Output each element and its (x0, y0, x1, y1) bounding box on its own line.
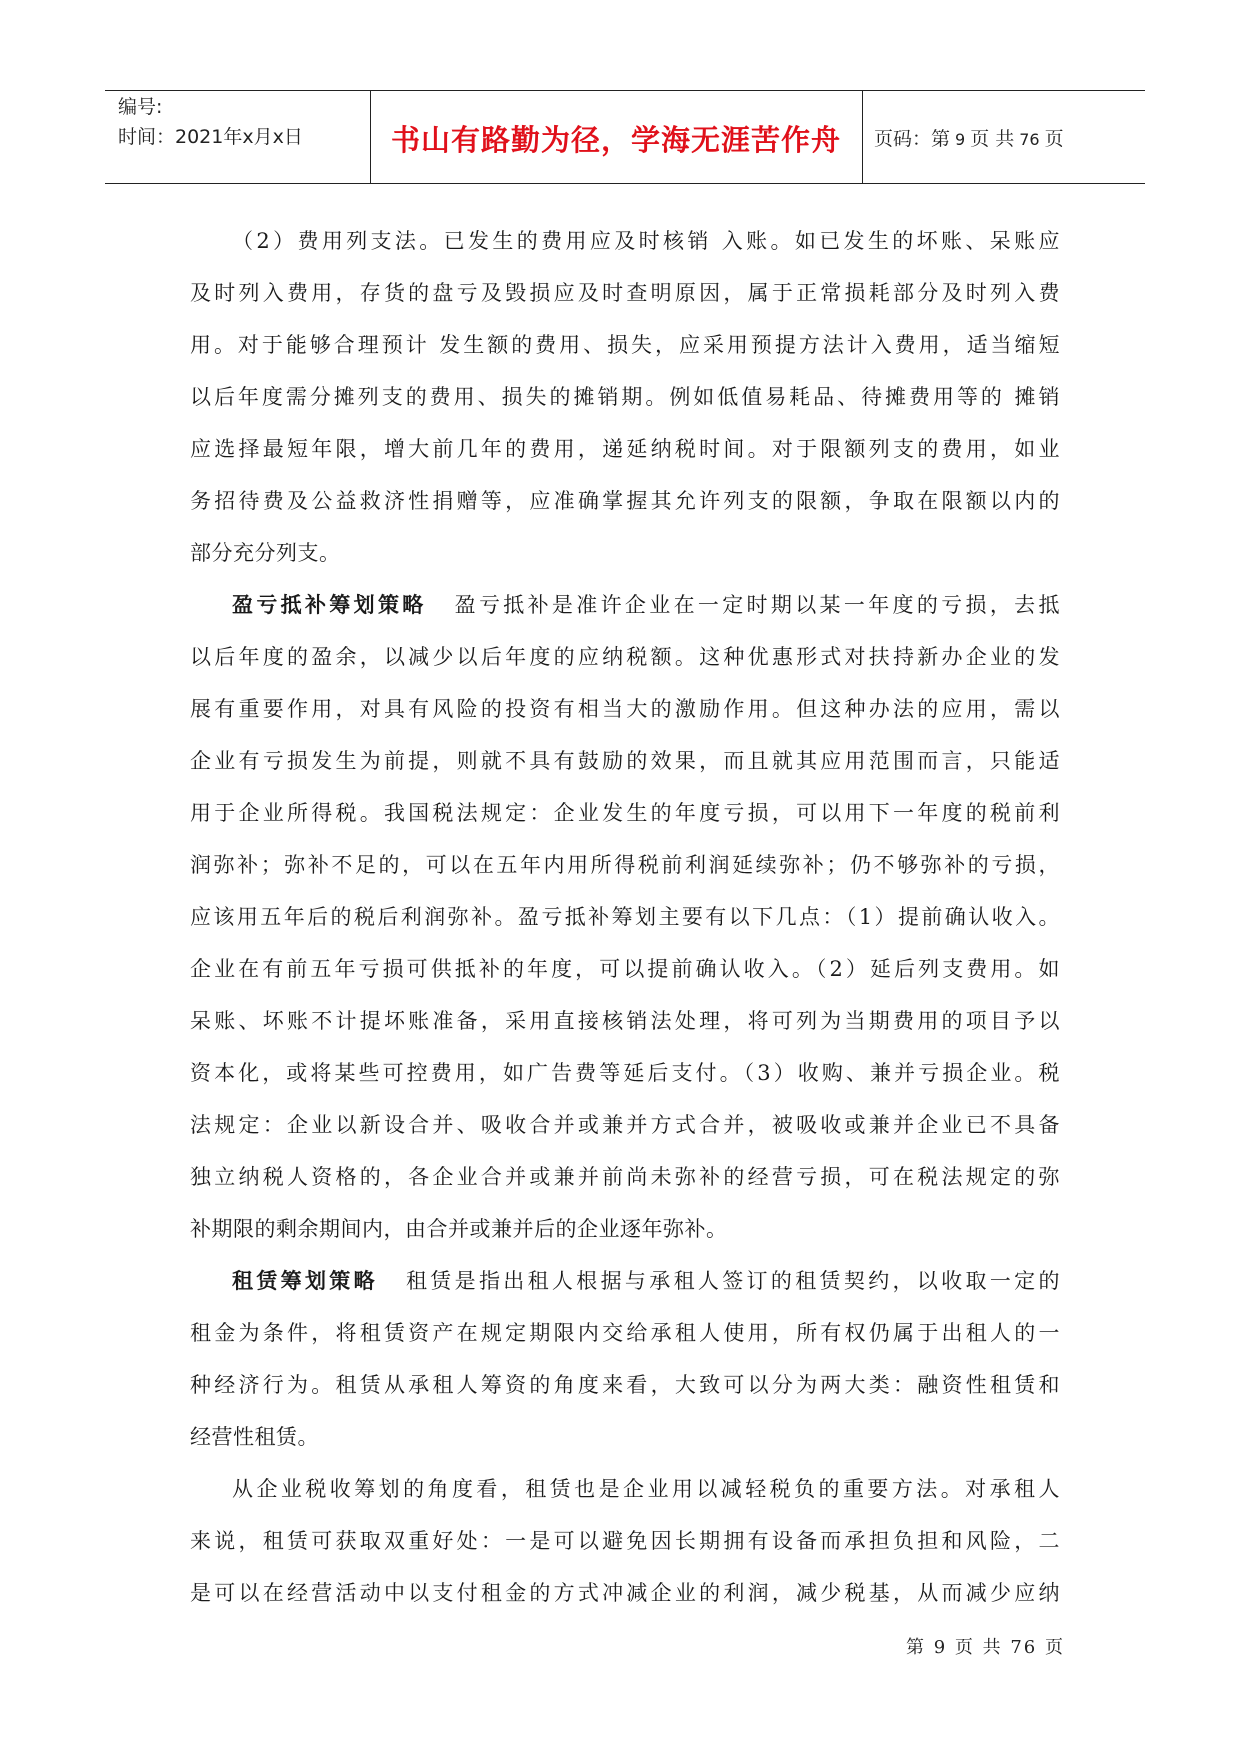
paragraph-line (190, 1255, 1060, 1307)
page-total: 76 (1019, 130, 1040, 149)
header-meta (118, 92, 303, 152)
paragraph-line: 从企业税收筹划的角度看，租赁也是企业用以减轻税负的重要方法。对承租人 (232, 1477, 1060, 1501)
paragraph-line: 补期限的剩余期间内，由合并或兼并后的企业逐年弥补。 (190, 1217, 728, 1241)
page-mid: 页 共 (970, 128, 1015, 150)
paragraph-line: 用于企业所得税。我国税法规定：企业发生的年度亏损，可以用下一年度的税前利 (190, 801, 1060, 825)
paragraph-line: （2）费用列支法。已发生的费用应及时核销 入账。如已发生的坏账、呆账应 (232, 229, 1060, 253)
paragraph-text: 盈亏抵补是准许企业在一定时期以某一年度的亏损，去抵 (454, 593, 1060, 617)
paragraph-line: 呆账、坏账不计提坏账准备，采用直接核销法处理，将可列为当期费用的项目予以 (190, 1009, 1060, 1033)
document-body (190, 215, 1060, 1619)
paragraph-line: 用。对于能够合理预计 发生额的费用、损失，应采用预提方法计入费用，适当缩短 (190, 333, 1060, 357)
paragraph-line: 展有重要作用，对具有风险的投资有相当大的激励作用。但这种办法的应用，需以 (190, 697, 1060, 721)
paragraph-line: 租金为条件，将租赁资产在规定期限内交给承租人使用，所有权仍属于出租人的一 (190, 1321, 1060, 1345)
paragraph-line: 及时列入费用，存货的盘亏及毁损应及时查明原因，属于正常损耗部分及时列入费 (190, 281, 1060, 305)
paragraph-line: 独立纳税人资格的，各企业合并或兼并前尚未弥补的经营亏损，可在税法规定的弥 (190, 1165, 1060, 1189)
paragraph-line: 部分充分列支。 (190, 541, 341, 565)
paragraph-line: 种经济行为。租赁从承租人筹资的角度来看，大致可以分为两大类：融资性租赁和 (190, 1373, 1060, 1397)
paragraph-line (190, 579, 1060, 631)
page-number: 9 (955, 130, 966, 149)
time-label: 时间：2021年x月x日 (118, 126, 303, 148)
header-divider-left (370, 90, 371, 183)
header-divider-right (862, 90, 863, 183)
paragraph-text: 租赁是指出租人根据与承租人签订的租赁契约，以收取一定的 (405, 1269, 1060, 1293)
header-top-rule (105, 90, 1145, 91)
section-heading: 盈亏抵补筹划策略 (232, 593, 427, 617)
page-footer: 第 9 页 共 76 页 (906, 1637, 1065, 1658)
page-suffix: 页 (1044, 128, 1064, 150)
paragraph-line: 资本化，或将某些可控费用，如广告费等延后支付。（3）收购、兼并亏损企业。税 (190, 1061, 1060, 1085)
paragraph-line: 企业有亏损发生为前提，则就不具有鼓励的效果，而且就其应用范围而言，只能适 (190, 749, 1060, 773)
header-motto: 书山有路勤为径，学海无涯苦作舟 (390, 123, 841, 157)
paragraph-line: 经营性租赁。 (190, 1425, 319, 1449)
paragraph-line: 以后年度的盈余，以减少以后年度的应纳税额。这种优惠形式对扶持新办企业的发 (190, 645, 1060, 669)
paragraph-line: 法规定：企业以新设合并、吸收合并或兼并方式合并，被吸收或兼并企业已不具备 (190, 1113, 1060, 1137)
serial-label: 编号: (118, 96, 163, 118)
paragraph-line: 是可以在经营活动中以支付租金的方式冲减企业的利润，减少税基，从而减少应纳 (190, 1581, 1060, 1605)
paragraph-line: 应该用五年后的税后利润弥补。盈亏抵补筹划主要有以下几点：（1）提前确认收入。 (190, 905, 1060, 929)
section-heading: 租赁筹划策略 (232, 1269, 378, 1293)
paragraph-line: 来说，租赁可获取双重好处：一是可以避免因长期拥有设备而承担负担和风险，二 (190, 1529, 1060, 1553)
page-prefix: 页码：第 (874, 128, 951, 150)
paragraph-line: 应选择最短年限，增大前几年的费用，递延纳税时间。对于限额列支的费用，如业 (190, 437, 1060, 461)
paragraph-line: 以后年度需分摊列支的费用、损失的摊销期。例如低值易耗品、待摊费用等的 摊销 (190, 385, 1060, 409)
paragraph-line: 企业在有前五年亏损可供抵补的年度，可以提前确认收入。（2）延后列支费用。如 (190, 957, 1060, 981)
paragraph-line: 润弥补；弥补不足的，可以在五年内用所得税前利润延续弥补；仍不够弥补的亏损， (190, 853, 1060, 877)
header-bottom-rule (105, 183, 1145, 184)
paragraph-line: 务招待费及公益救济性捐赠等，应准确掌握其允许列支的限额，争取在限额以内的 (190, 489, 1060, 513)
header-page-indicator (874, 124, 1064, 151)
